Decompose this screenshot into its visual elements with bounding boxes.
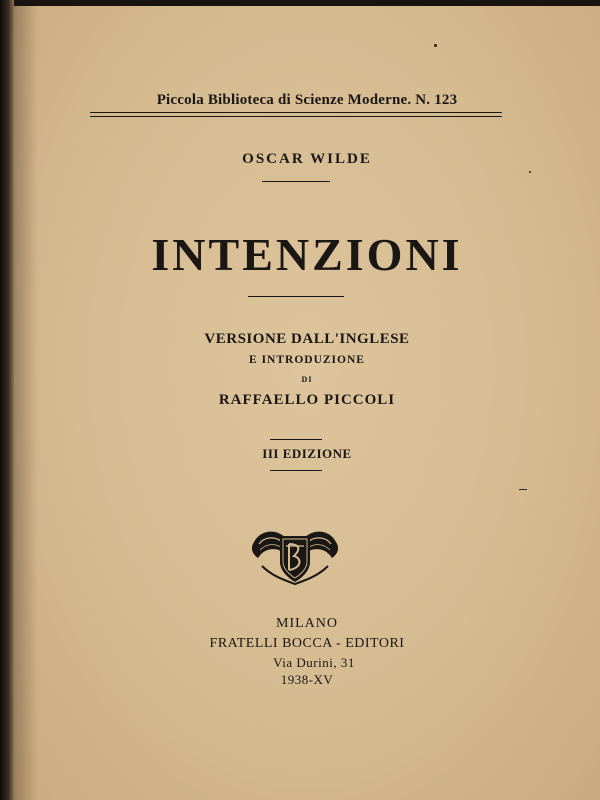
- translation-line: VERSIONE DALL'INGLESE: [204, 331, 410, 347]
- imprint-publisher: FRATELLI BOCCA - EDITORI: [209, 636, 405, 651]
- paper-speck: [434, 44, 437, 47]
- publisher-monogram-seal-icon: [250, 520, 340, 586]
- imprint-city: MILANO: [276, 616, 338, 631]
- series-rule-thin: [90, 116, 502, 117]
- book-title: INTENZIONI: [151, 229, 463, 280]
- imprint-address: Via Durini, 31: [273, 655, 355, 670]
- by-line: DI: [301, 375, 313, 384]
- paper-speck: [519, 489, 527, 490]
- book-spine: [0, 0, 14, 800]
- series-title: Piccola Biblioteca di Scienze Moderne. N. 123: [156, 92, 458, 108]
- series-rule-thick: [90, 112, 502, 113]
- edition-rule: [270, 470, 322, 471]
- author-rule: [262, 181, 330, 182]
- translator-rule: [270, 439, 322, 440]
- title-page: [14, 6, 600, 800]
- translator-name: RAFFAELLO PICCOLI: [218, 392, 396, 408]
- edition-label: III EDIZIONE: [262, 446, 352, 461]
- title-rule: [248, 296, 344, 297]
- imprint-year: 1938-XV: [280, 672, 334, 687]
- introduction-line: E INTRODUZIONE: [249, 354, 365, 366]
- author-name: OSCAR WILDE: [242, 151, 372, 167]
- paper-speck: [529, 171, 531, 173]
